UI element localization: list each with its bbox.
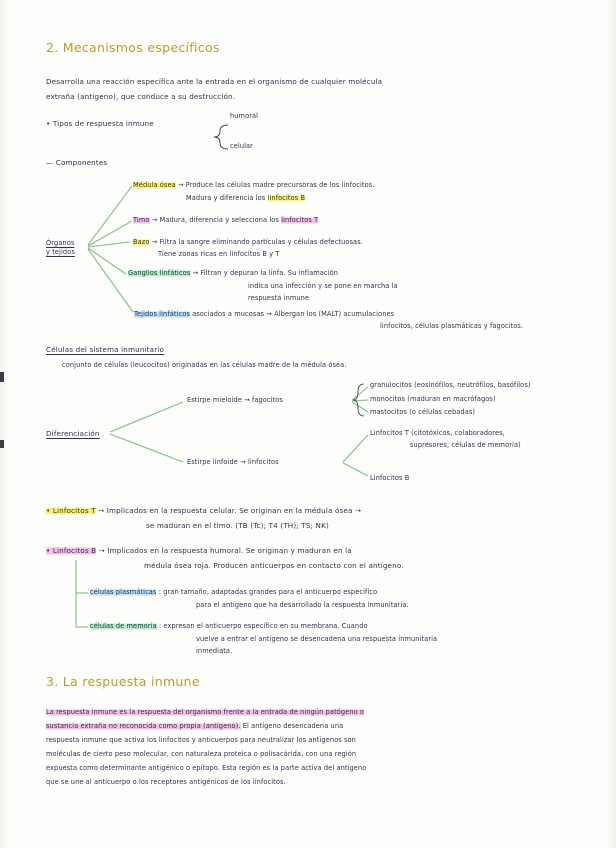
component-desc: → Filtran y depuran la linfa. Su inflamación <box>192 269 338 277</box>
component-name: Bazo <box>133 238 150 246</box>
paragraph-line: moléculas de cierto peso molecular, con naturaleza proteica o polisacárida, con una región <box>46 750 357 758</box>
t-cells-label: • Linfocitos T <box>46 506 96 515</box>
differentiation-label: Diferenciación <box>46 429 100 438</box>
types-label: • Tipos de respuesta inmune <box>46 119 154 128</box>
section-title: 2. Mecanismos específicos <box>46 40 220 55</box>
component-desc: asociados a mucosas → Albergan los (MALT) acumulaciones <box>192 310 395 318</box>
organs-label: Órganos <box>46 239 75 247</box>
highlighted-text: La respuesta inmune es la respuesta del organismo frente a la entrada de ningún patógeno o <box>46 708 365 716</box>
paragraph-line <box>46 723 343 730</box>
myeloid-item: mastocitos (o células cebadas) <box>370 408 476 416</box>
component-desc-line: linfocitos, células plasmáticas y fagocitos. <box>380 322 524 330</box>
paragraph-line: respuesta inmune que activa los linfocitos y anticuerpos para neutralizar los antígenos son <box>46 736 356 744</box>
b-cells-desc-line: médula ósea roja. Producen anticuerpos en contacto con el antígeno. <box>144 561 404 570</box>
cells-heading: Células del sistema inmunitario <box>46 345 164 354</box>
memory-cells-desc-line: vuelve a entrar el antígeno se desencadena una respuesta inmunitaria <box>196 635 438 643</box>
t-cells-desc: → Implicados en la respuesta celular. Se originan en la médula ósea → <box>98 506 362 515</box>
intro-text: extraña (antígeno), que conduce a su destrucción. <box>46 92 236 101</box>
component-name: Tejidos linfáticos <box>134 310 190 318</box>
section-title: 3. La respuesta inmune <box>46 674 200 689</box>
lymphoid-lineage: Estirpe linfoide → linfocitos <box>187 458 279 466</box>
highlight-b-cells: linfocitos B <box>267 194 306 202</box>
memory-cells-desc: : expresan el anticuerpo específico en su membrana. Cuando <box>158 622 368 630</box>
b-cells-entry <box>46 547 352 554</box>
component-desc-line <box>186 195 305 202</box>
intro-text: Desarrolla una reacción específica ante la entrada en el organismo de cualquier molécula <box>46 77 383 86</box>
component-desc-line: respuesta inmune <box>248 294 310 302</box>
component-name: Timo <box>133 216 150 224</box>
component-lymphatic-tissue <box>134 311 394 318</box>
component-thymus <box>133 217 318 224</box>
page-edge-mark <box>0 372 4 382</box>
lymphoid-item: Linfocitos T (citotóxicos, colaboradores, <box>370 429 505 437</box>
paragraph-line: expuesta como determinante antigénico o epítopo. Esta región es la parte activa del antígeno <box>46 764 367 772</box>
component-desc-line: indica una infección y se pone en marcha la <box>248 282 398 290</box>
plasma-cells-desc: : gran tamaño, adaptadas grandes para el anticuerpo específico <box>158 588 378 596</box>
highlighted-text: sustancia extraña no reconocida como propia (antígeno). <box>46 722 241 730</box>
b-cells-desc: → Implicados en la respuesta humoral. Se originan y maduran en la <box>98 546 352 555</box>
component-name: Ganglios linfáticos <box>128 269 191 277</box>
plasma-cells-label: células plasmáticas <box>90 588 157 596</box>
type-celular: celular <box>230 142 253 150</box>
paragraph-line <box>46 709 364 716</box>
plasma-cells-entry <box>90 589 377 596</box>
memory-cells-desc-line: inmediata. <box>196 647 233 655</box>
organs-label: y tejidos <box>46 248 75 256</box>
component-name: Médula ósea <box>133 181 176 189</box>
memory-cells-entry <box>90 623 368 630</box>
cells-subtitle: conjunto de células (leucocitos) originadas en las células madre de la médula ósea. <box>62 361 347 369</box>
component-desc: → Madura, diferencia y selecciona los <box>151 216 279 224</box>
component-desc: Madura y diferencia los <box>186 194 266 202</box>
t-cells-desc-line: se maduran en el timo. (TB (Tc); T4 (TH); TS; NK) <box>146 521 329 530</box>
t-cells-entry <box>46 507 361 514</box>
component-desc-line: Tiene zonas ricas en linfocitos B y T <box>158 250 280 258</box>
myeloid-item: monocitos (maduran en macrófagos) <box>370 395 496 403</box>
b-cells-label: • Linfocitos B <box>46 546 97 555</box>
page-edge-mark <box>0 440 4 448</box>
myeloid-lineage: Estirpe mieloide → fagocitos <box>187 396 283 404</box>
lymphoid-item: Linfocitos B <box>370 474 410 482</box>
highlight-t-cells: linfocitos T <box>281 216 319 224</box>
component-bone-marrow <box>133 182 374 189</box>
myeloid-item: granulocitos (eosinófilos, neutrófilos, basófilos) <box>370 381 531 389</box>
component-desc: → Produce las células madre precursoras de los linfocitos. <box>177 181 375 189</box>
plasma-cells-desc-line: para el antígeno que ha desarrollado la respuesta inmunitaria. <box>196 601 409 609</box>
lymphoid-item: supresores, células de memoria) <box>410 441 521 449</box>
memory-cells-label: células de memoria <box>90 622 157 630</box>
type-humoral: humoral <box>230 112 259 120</box>
component-spleen <box>133 239 363 246</box>
component-lymph-nodes <box>128 270 338 277</box>
components-heading: — Componentes <box>46 158 108 167</box>
paragraph-text: El antígeno desencadena una <box>242 722 344 730</box>
paragraph-line: que se une al anticuerpo o los receptores antigénicos de los linfocitos. <box>46 778 286 786</box>
component-desc: → Filtra la sangre eliminando partículas y células defectuosas. <box>151 238 363 246</box>
